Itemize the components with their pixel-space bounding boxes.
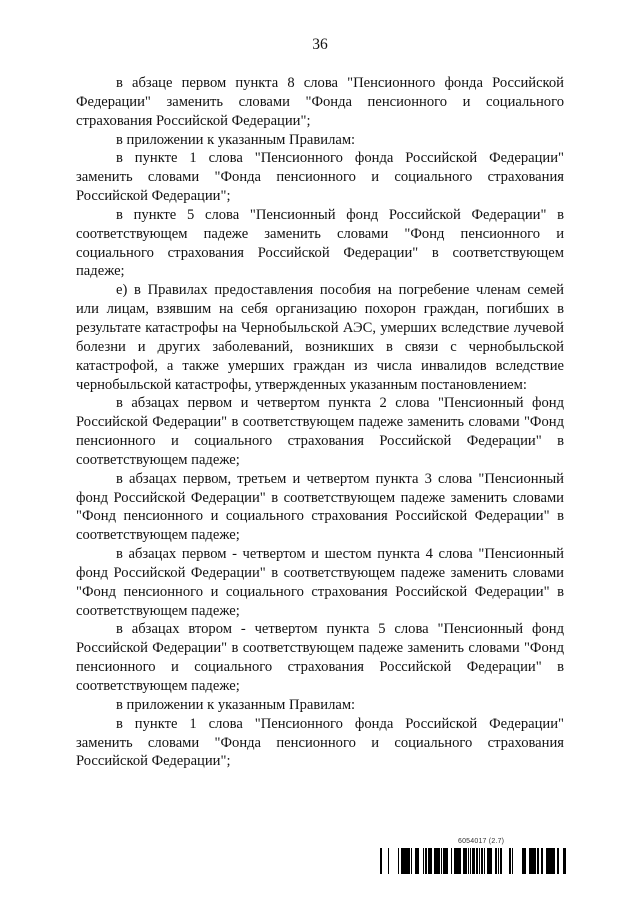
barcode-bar (428, 848, 429, 874)
barcode-bar (443, 848, 444, 874)
paragraph: в абзацах первом - четвертом и шестом пункта 4 слова "Пенсионный фонд Российской Федерации" в соответствующем падеже заменить словами "Фонд пенсионного и социального страхования Российской Федерации" в соответствующем падеже; (76, 546, 564, 619)
barcode-bar (532, 848, 533, 874)
barcode-bar (401, 848, 403, 874)
barcode (374, 848, 566, 874)
document-code: 6054017 (2.7) (458, 838, 505, 845)
barcode-bar (550, 848, 552, 874)
paragraph: е) в Правилах предоставления пособия на погребение членам семей или лицам, взявшим на себя организацию похорон граждан, погибших в результате катастрофы на Чернобыльской АЭС, умерших вследствие лучевой болезни и других заболеваний, возникших в связи с чернобыльской катастрофой, а также умерших граждан из числа инвалидов вследствие чернобыльской катастрофы, утвержденных указанным постановлением: (76, 282, 564, 393)
barcode-bar (425, 848, 427, 874)
barcode-bar (438, 848, 439, 874)
barcode-bar (541, 848, 543, 874)
barcode-bar (451, 848, 452, 874)
barcode-bar (512, 848, 513, 874)
document-body (76, 74, 564, 771)
paragraph: в приложении к указанным Правилам: (116, 696, 356, 713)
barcode-bar (529, 848, 530, 874)
barcode-bar (460, 848, 461, 874)
barcode-bar (455, 848, 456, 874)
barcode-bar (491, 848, 492, 874)
barcode-bar (439, 848, 440, 874)
barcode-bar (447, 848, 448, 874)
paragraph: в приложении к указанным Правилам: (116, 131, 356, 148)
barcode-bar (418, 848, 419, 874)
barcode-bar (411, 848, 412, 874)
barcode-bar (403, 848, 405, 874)
barcode-bar (472, 848, 474, 874)
barcode-bar (537, 848, 538, 874)
paragraph: в абзацах первом, третьем и четвертом пункта 3 слова "Пенсионный фонд Российской Федерации" в соответствующем падеже заменить словами "Фонд пенсионного и социального страхования Российской Федерации" в соответствующем падеже; (76, 470, 564, 544)
barcode-bar (454, 848, 455, 874)
barcode-bar (407, 848, 408, 874)
barcode-bar (524, 848, 526, 874)
page-number: 36 (312, 36, 328, 53)
barcode-bar (474, 848, 475, 874)
barcode-bar (398, 848, 399, 874)
barcode-bar (552, 848, 554, 874)
barcode-bar (458, 848, 459, 874)
barcode-bar (388, 848, 389, 874)
barcode-bar (416, 848, 418, 874)
barcode-bar (498, 848, 499, 874)
barcode-bar (463, 848, 465, 874)
barcode-bar (557, 848, 559, 874)
barcode-bar (456, 848, 457, 874)
barcode-bar (380, 848, 381, 874)
paragraph: в пункте 1 слова "Пенсионного фонда Российской Федерации" заменить словами "Фонда пенсионного и социального страхования Российской Федерации"; (76, 715, 564, 770)
barcode-bar (488, 848, 490, 874)
barcode-bar (446, 848, 447, 874)
barcode-bar (466, 848, 467, 874)
paragraph: в абзацах первом и четвертом пункта 2 слова "Пенсионный фонд Российской Федерации" в соответствующем падеже заменить словами "Фонд пенсионного и социального страхования Российской Федерации" в соответствующем падеже; (76, 395, 564, 468)
barcode-bar (470, 848, 471, 874)
barcode-bar (530, 848, 532, 874)
barcode-bar (415, 848, 416, 874)
barcode-bar (431, 848, 432, 874)
barcode-bar (405, 848, 407, 874)
barcode-bar (468, 848, 469, 874)
barcode-bar (487, 848, 488, 874)
barcode-bar (538, 848, 539, 874)
barcode-bar (465, 848, 466, 874)
barcode-bar (476, 848, 478, 874)
barcode-bar (441, 848, 442, 874)
paragraph: в абзаце первом пункта 8 слова "Пенсионного фонда Российской Федерации" заменить словами "Фонда пенсионного и социального страхования Российской Федерации"; (76, 75, 564, 129)
barcode-bar (444, 848, 446, 874)
barcode-bar (500, 848, 502, 874)
barcode-bar (534, 848, 536, 874)
barcode-bar (495, 848, 497, 874)
barcode-bar (533, 848, 534, 874)
barcode-bar (565, 848, 566, 874)
barcode-bar (484, 848, 485, 874)
paragraph: в пункте 5 слова "Пенсионный фонд Российской Федерации" в соответствующем падеже заменить словами "Фонд пенсионного и социального страхования Российской Федерации" в соответствующем падеже; (76, 206, 564, 280)
barcode-bar (509, 848, 511, 874)
barcode-bar (423, 848, 424, 874)
barcode-bar (522, 848, 524, 874)
barcode-bar (381, 848, 382, 874)
barcode-bar (548, 848, 550, 874)
barcode-bar (554, 848, 555, 874)
barcode-bar (563, 848, 565, 874)
barcode-bar (479, 848, 480, 874)
barcode-bar (546, 848, 548, 874)
barcode-bar (408, 848, 410, 874)
barcode-bar (436, 848, 438, 874)
paragraph: в пункте 1 слова "Пенсионного фонда Российской Федерации" заменить словами "Фонда пенсионного и социального страхования Российской Федерации"; (76, 150, 564, 205)
barcode-bar (481, 848, 483, 874)
paragraph: в абзацах втором - четвертом пункта 5 слова "Пенсионный фонд Российской Федерации" в соответствующем падеже заменить словами "Фонд пенсионного и социального страхования Российской Федерации" в соответствующем падеже; (76, 621, 564, 694)
barcode-bar (429, 848, 431, 874)
barcode-bar (459, 848, 460, 874)
barcode-bar (457, 848, 458, 874)
barcode-bar (490, 848, 491, 874)
barcode-bar (434, 848, 436, 874)
